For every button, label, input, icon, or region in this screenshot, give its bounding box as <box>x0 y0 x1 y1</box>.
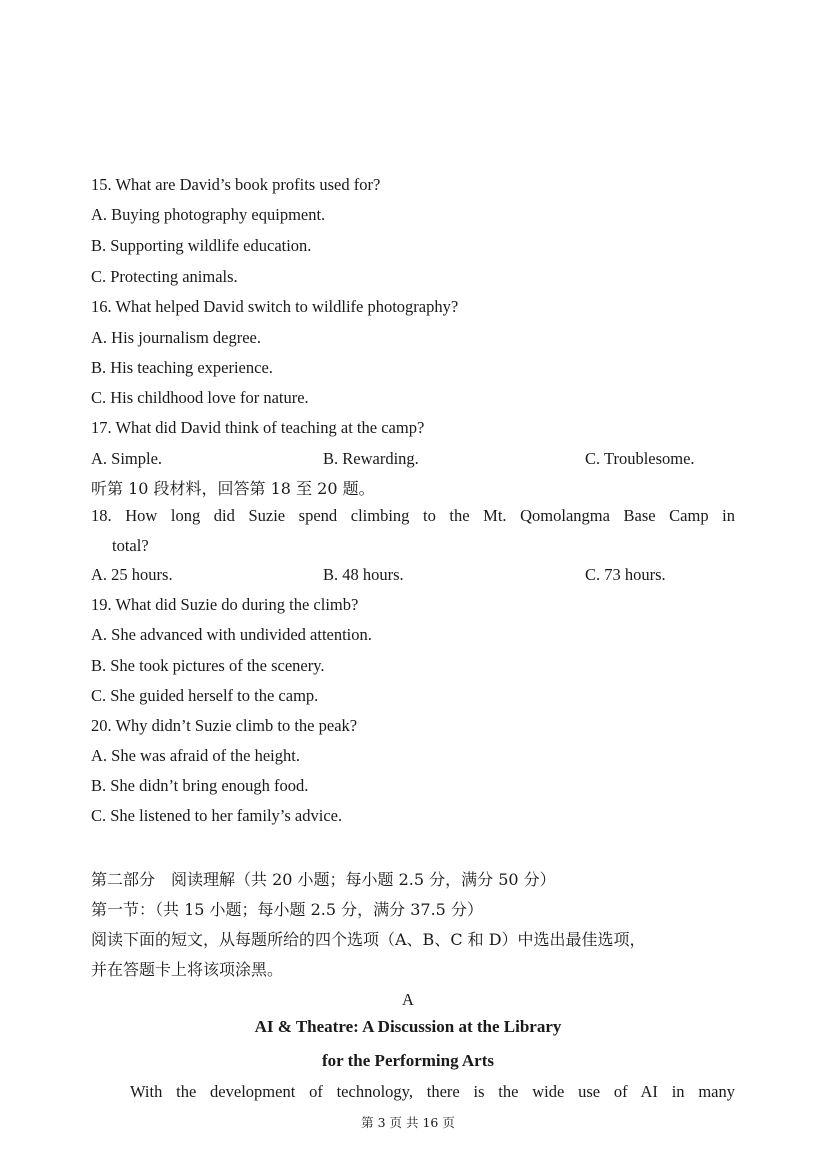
q16-option-c: C. His childhood love for nature. <box>91 388 309 407</box>
q16-option-a: A. His journalism degree. <box>91 328 262 347</box>
q15-option-a: A. Buying photography equipment. <box>91 205 326 224</box>
question-15: 15. What are David’s book profits used for? <box>91 175 381 194</box>
q18-option-c: C. 73 hours. <box>585 565 666 584</box>
page-footer: 第 3 页 共 16 页 <box>361 1115 455 1130</box>
q20-option-c: C. She listened to her family’s advice. <box>91 806 343 825</box>
q20-option-b: B. She didn’t bring enough food. <box>91 776 309 795</box>
q16-option-b: B. His teaching experience. <box>91 358 273 377</box>
part2-instruction-2: 并在答题卡上将该项涂黑。 <box>91 960 284 979</box>
q17-option-b: B. Rewarding. <box>323 449 419 468</box>
question-18-cont: total? <box>112 536 149 555</box>
q15-option-b: B. Supporting wildlife education. <box>91 236 312 255</box>
passage-title-line2: for the Performing Arts <box>322 1051 494 1070</box>
passage-title-line1: AI & Theatre: A Discussion at the Library <box>254 1017 562 1036</box>
question-19: 19. What did Suzie do during the climb? <box>91 595 359 614</box>
part2-subheading: 第一节：（共 15 小题；每小题 2.5 分，满分 37.5 分） <box>91 900 483 919</box>
q17-option-c: C. Troublesome. <box>585 449 695 468</box>
section-10-instruction: 听第 10 段材料，回答第 18 至 20 题。 <box>91 479 375 498</box>
q15-option-c: C. Protecting animals. <box>91 267 238 286</box>
q18-option-b: B. 48 hours. <box>323 565 404 584</box>
question-17: 17. What did David think of teaching at the camp? <box>91 418 425 437</box>
question-20: 20. Why didn’t Suzie climb to the peak? <box>91 716 358 735</box>
q18-option-a: A. 25 hours. <box>91 565 173 584</box>
part2-instruction-1: 阅读下面的短文，从每题所给的四个选项（A、B、C 和 D）中选出最佳选项， <box>91 930 646 949</box>
question-18: 18. How long did Suzie spend climbing to the Mt. Qomolangma Base Camp in <box>91 506 735 525</box>
passage-first-line: With the development of technology, there is the wide use of AI in many <box>130 1082 735 1101</box>
q17-option-a: A. Simple. <box>91 449 163 468</box>
part2-heading: 第二部分 阅读理解（共 20 小题；每小题 2.5 分，满分 50 分） <box>91 870 556 889</box>
q20-option-a: A. She was afraid of the height. <box>91 746 300 765</box>
question-16: 16. What helped David switch to wildlife photography? <box>91 297 459 316</box>
q19-option-c: C. She guided herself to the camp. <box>91 686 319 705</box>
q19-option-a: A. She advanced with undivided attention. <box>91 625 372 644</box>
q19-option-b: B. She took pictures of the scenery. <box>91 656 325 675</box>
passage-letter: A <box>402 990 414 1009</box>
